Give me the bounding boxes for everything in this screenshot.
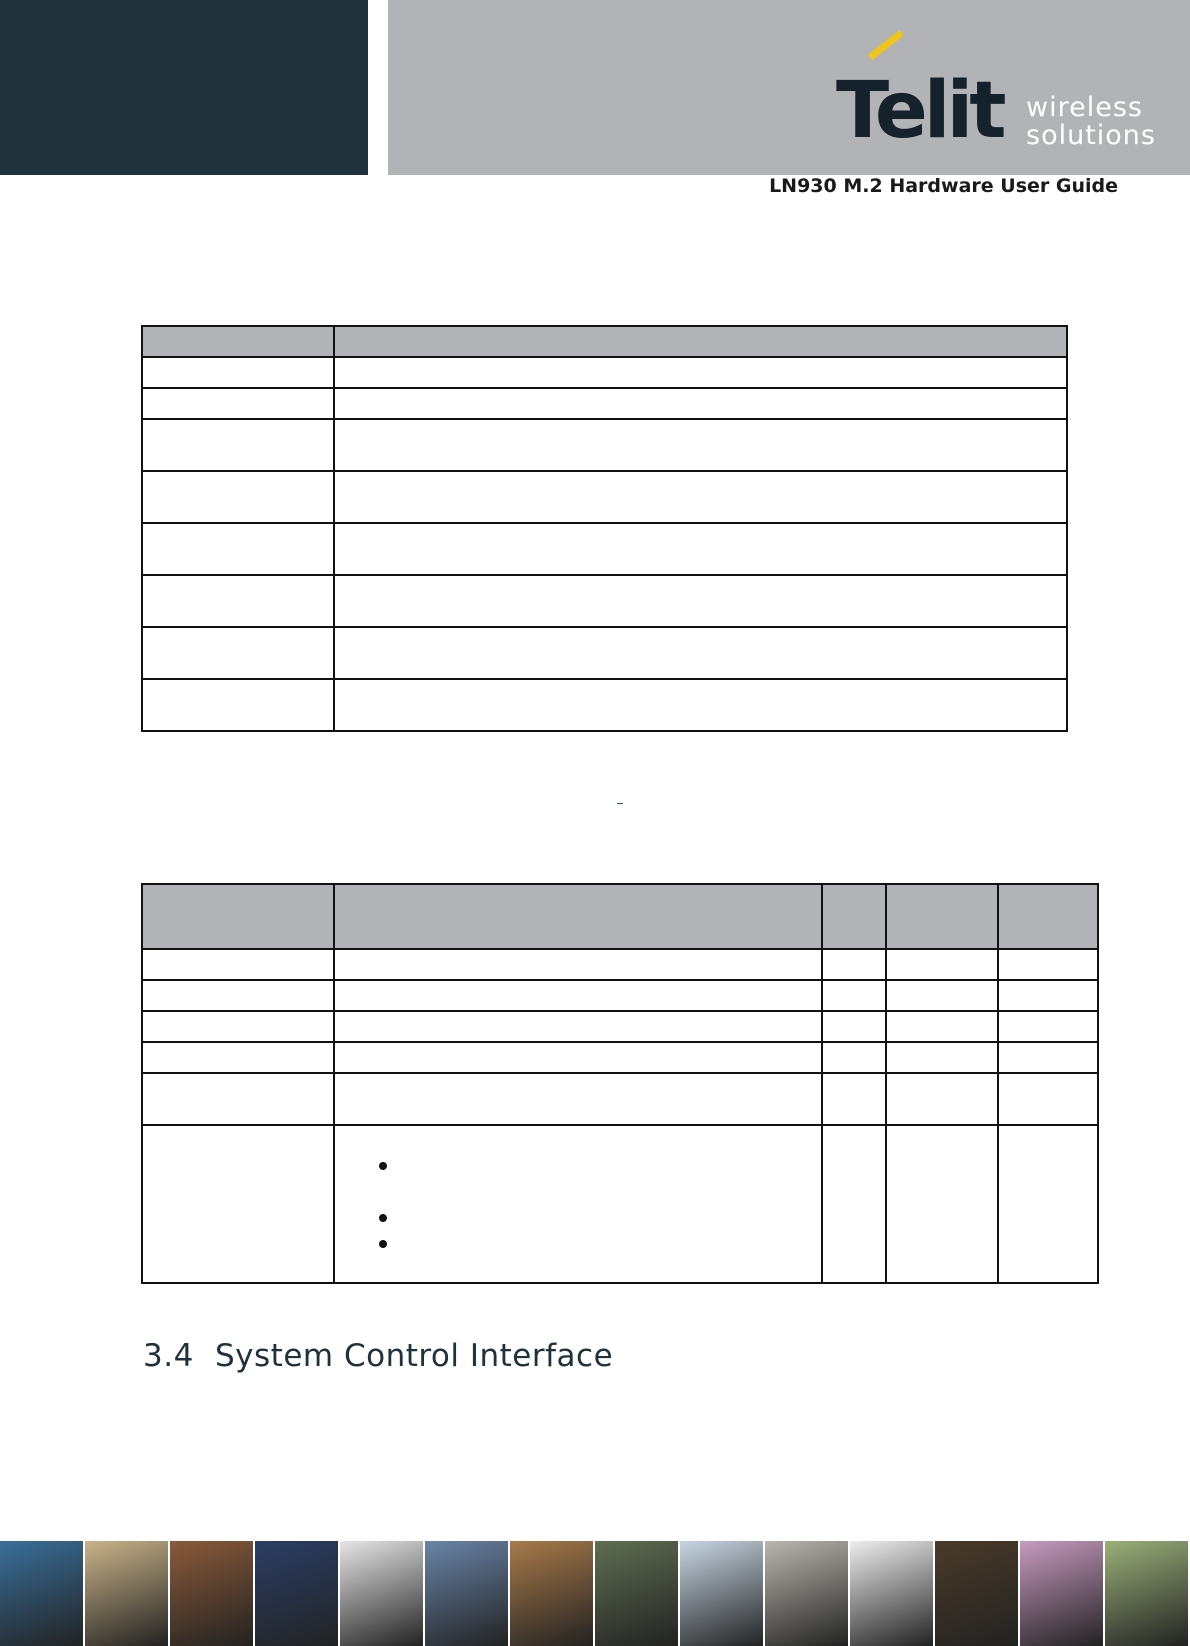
footer-photo-tile — [595, 1541, 680, 1646]
table-row — [142, 679, 1067, 731]
table-cell — [334, 1042, 822, 1073]
table-cell — [334, 419, 1067, 471]
table-cell — [334, 388, 1067, 419]
footer-photo-tile — [850, 1541, 935, 1646]
table-2-header-col-3 — [822, 884, 886, 949]
footer-photo-tile — [935, 1541, 1020, 1646]
table-cell — [142, 388, 334, 419]
table-cell — [334, 627, 1067, 679]
table-1-header-col-2 — [334, 326, 1067, 357]
table-cell — [334, 357, 1067, 388]
table-cell-bullets — [334, 1125, 822, 1283]
table-row — [142, 575, 1067, 627]
table-cell — [334, 1011, 822, 1042]
table-cell — [334, 575, 1067, 627]
footer-photo-tile — [1020, 1541, 1105, 1646]
table-cell — [142, 419, 334, 471]
footer-photo-tile — [255, 1541, 340, 1646]
table-cell — [886, 1042, 998, 1073]
table-cell — [886, 1011, 998, 1042]
bullet-item — [387, 1152, 813, 1204]
table-row — [142, 1073, 1098, 1125]
table-cell — [142, 679, 334, 731]
table-2-header-col-2 — [334, 884, 822, 949]
table-row — [142, 1125, 1098, 1283]
table-row — [142, 523, 1067, 575]
table-cell — [886, 980, 998, 1011]
table-cell — [142, 1125, 334, 1283]
table-2-header-col-4 — [886, 884, 998, 949]
table-cell — [334, 980, 822, 1011]
table-cell — [822, 1042, 886, 1073]
table-cell — [822, 1011, 886, 1042]
table-cell — [886, 1125, 998, 1283]
table-cell — [334, 471, 1067, 523]
footer-photo-tile — [1105, 1541, 1190, 1646]
bullet-item — [387, 1204, 813, 1230]
table-2-header-col-5 — [998, 884, 1098, 949]
logo-wordmark: Telit — [836, 66, 1003, 156]
table-cell — [998, 1073, 1098, 1125]
footer-photo-tile — [340, 1541, 425, 1646]
table-row — [142, 980, 1098, 1011]
table-cell — [822, 949, 886, 980]
link-underline-fragment[interactable] — [617, 803, 623, 804]
table-cell — [334, 679, 1067, 731]
footer-photo-tile — [765, 1541, 850, 1646]
table-cell — [142, 357, 334, 388]
section-number: 3.4 — [143, 1338, 194, 1374]
table-2-header-col-1 — [142, 884, 334, 949]
table-cell — [142, 980, 334, 1011]
table-cell — [142, 523, 334, 575]
logo-tagline-line-1: wireless — [1026, 92, 1143, 123]
table-cell — [142, 575, 334, 627]
table-cell — [998, 980, 1098, 1011]
table-cell — [998, 949, 1098, 980]
table-cell — [822, 980, 886, 1011]
footer-photo-tile — [85, 1541, 170, 1646]
table-cell — [334, 523, 1067, 575]
telit-logo — [836, 50, 1166, 156]
section-title: System Control Interface — [215, 1338, 614, 1374]
table-cell — [822, 1125, 886, 1283]
table-cell — [142, 627, 334, 679]
table-cell — [142, 1042, 334, 1073]
footer-photo-tile — [425, 1541, 510, 1646]
table-cell — [886, 949, 998, 980]
footer-photo-strip — [0, 1541, 1190, 1646]
table-cell — [998, 1011, 1098, 1042]
table-row — [142, 1011, 1098, 1042]
table-cell — [334, 949, 822, 980]
table-cell — [886, 1073, 998, 1125]
bullet-item — [387, 1230, 813, 1256]
table-row — [142, 949, 1098, 980]
table-1-header-col-1 — [142, 326, 334, 357]
section-heading — [143, 1338, 613, 1374]
table-2 — [141, 883, 1099, 1284]
table-cell — [998, 1125, 1098, 1283]
logo-tagline — [1026, 94, 1156, 150]
table-row — [142, 357, 1067, 388]
table-cell — [998, 1042, 1098, 1073]
footer-photo-tile — [170, 1541, 255, 1646]
logo-tagline-line-2: solutions — [1026, 120, 1156, 151]
footer-photo-tile — [510, 1541, 595, 1646]
table-row — [142, 388, 1067, 419]
document-title: LN930 M.2 Hardware User Guide — [769, 175, 1118, 197]
table-row — [142, 1042, 1098, 1073]
table-cell — [334, 1073, 822, 1125]
bullet-list — [343, 1152, 813, 1256]
table-cell — [142, 1073, 334, 1125]
table-1 — [141, 325, 1068, 732]
table-cell — [142, 1011, 334, 1042]
table-cell — [142, 949, 334, 980]
table-row — [142, 419, 1067, 471]
table-row — [142, 471, 1067, 523]
table-cell — [142, 471, 334, 523]
table-cell — [822, 1073, 886, 1125]
footer-photo-tile — [0, 1541, 85, 1646]
footer-photo-tile — [680, 1541, 765, 1646]
table-row — [142, 627, 1067, 679]
header-dark-block — [0, 0, 368, 175]
